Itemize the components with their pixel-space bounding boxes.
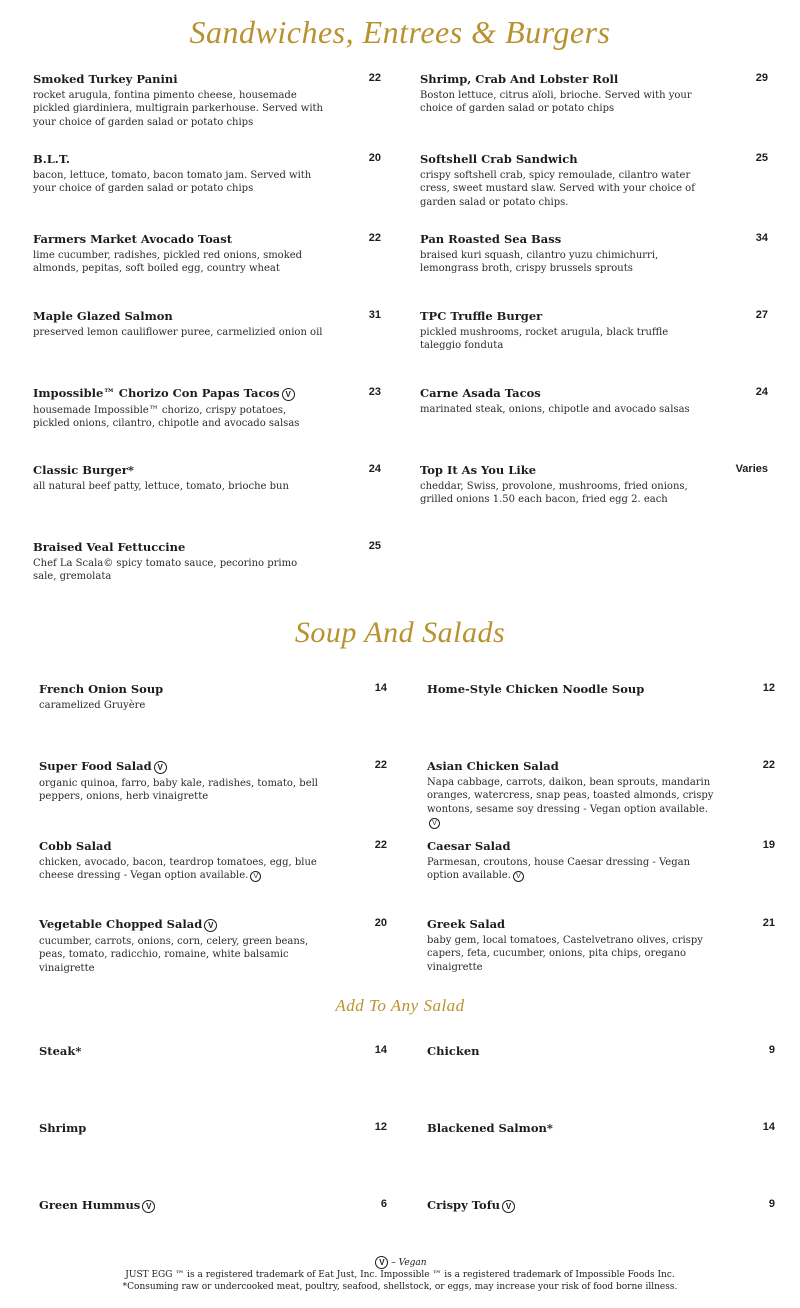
item-price: 9	[768, 1198, 775, 1210]
section-title-sandwiches: Sandwiches, Entrees & Burgers	[189, 14, 611, 50]
item-price: 9	[768, 1044, 775, 1056]
menu-item	[33, 72, 381, 129]
item-description	[39, 856, 329, 883]
menu-item	[427, 839, 775, 883]
item-name: Smoked Turkey Panini	[33, 72, 178, 86]
item-name: Chicken	[427, 1044, 480, 1058]
menu-item	[39, 682, 387, 712]
item-name: Farmers Market Avocado Toast	[33, 232, 233, 246]
item-name-text: Super Food Salad	[39, 759, 152, 773]
item-price: 25	[755, 152, 768, 164]
item-description: housemade Impossible™ chorizo, crispy potatoes, pickled onions, cilantro, chipotle and avocado salsas	[33, 405, 300, 430]
item-price: 14	[374, 1044, 387, 1056]
addon-item	[39, 1198, 387, 1213]
item-price: 20	[374, 917, 387, 929]
item-price: 27	[755, 309, 768, 321]
vegan-legend	[0, 1256, 800, 1269]
item-price: 14	[762, 1121, 775, 1133]
item-name-text: Vegetable Chopped Salad	[39, 917, 203, 931]
item-price: 24	[755, 386, 768, 398]
item-price: Varies	[735, 463, 768, 475]
item-name-text: Crispy Tofu	[427, 1198, 500, 1212]
item-description-text: chicken, avocado, bacon, teardrop tomatoes, egg, blue cheese dressing - Vegan option available.	[39, 857, 317, 882]
vegan-icon: V	[375, 1256, 388, 1269]
item-price: 23	[368, 386, 381, 398]
item-price: 21	[762, 917, 775, 929]
item-description: marinated steak, onions, chipotle and avocado salsas	[420, 404, 690, 415]
item-description: caramelized Gruyère	[39, 700, 146, 711]
item-name: Steak*	[39, 1044, 82, 1058]
item-name: Carne Asada Tacos	[420, 386, 541, 400]
item-name: Blackened Salmon*	[427, 1121, 553, 1135]
vegan-icon: V	[154, 761, 167, 774]
menu-item	[33, 540, 381, 584]
item-name: French Onion Soup	[39, 682, 164, 696]
item-description: cheddar, Swiss, provolone, mushrooms, fried onions, grilled onions 1.50 each bacon, fried egg 2. each	[420, 481, 688, 506]
item-name: Top It As You Like	[420, 463, 537, 477]
section-title-addons: Add To Any Salad	[335, 996, 465, 1015]
item-name	[39, 759, 387, 774]
item-name: B.L.T.	[33, 152, 70, 166]
item-name: Softshell Crab Sandwich	[420, 152, 578, 166]
item-description: bacon, lettuce, tomato, bacon tomato jam. Served with your choice of garden salad or potato chips	[33, 170, 312, 195]
item-price: 14	[374, 682, 387, 694]
vegan-icon: V	[204, 919, 217, 932]
trademark-notice: JUST EGG ™ is a registered trademark of Eat Just, Inc. Impossible ™ is a registered trademark of Impossible Foods Inc.	[125, 1270, 675, 1280]
item-price: 34	[755, 232, 768, 244]
vegan-icon: V	[502, 1200, 515, 1213]
vegan-icon: V	[250, 871, 261, 882]
item-name	[39, 917, 387, 932]
menu-item	[420, 463, 768, 507]
item-price: 22	[368, 232, 381, 244]
item-name	[427, 1198, 775, 1213]
menu-item	[39, 917, 387, 975]
item-description: cucumber, carrots, onions, corn, celery, green beans, peas, tomato, radicchio, romaine, white balsamic vinaigrette	[39, 936, 309, 974]
item-price: 22	[762, 759, 775, 771]
item-description: rocket arugula, fontina pimento cheese, housemade pickled giardiniera, multigrain parkerhouse. Served with your choice of garden salad or potato chips	[33, 90, 323, 128]
item-name	[33, 386, 381, 401]
menu-item	[427, 917, 775, 974]
food-safety-warning: *Consuming raw or undercooked meat, poultry, seafood, shellstock, or eggs, may increase your risk of food borne illness.	[122, 1282, 678, 1292]
item-name: Shrimp, Crab And Lobster Roll	[420, 72, 619, 86]
item-name: Greek Salad	[427, 917, 506, 931]
item-description: braised kuri squash, cilantro yuzu chimichurri, lemongrass broth, crispy brussels sprouts	[420, 250, 659, 275]
item-description-text: Parmesan, croutons, house Caesar dressing - Vegan option available.	[427, 857, 691, 882]
vegan-icon: V	[429, 818, 440, 829]
item-description	[427, 776, 717, 829]
item-name: Asian Chicken Salad	[427, 759, 559, 773]
item-price: 12	[762, 682, 775, 694]
item-name-text: Impossible™ Chorizo Con Papas Tacos	[33, 386, 280, 400]
menu-item	[39, 839, 387, 883]
item-name	[39, 1198, 387, 1213]
item-description: preserved lemon cauliflower puree, carmelizied onion oil	[33, 327, 323, 338]
item-description: lime cucumber, radishes, pickled red onions, smoked almonds, pepitas, soft boiled egg, country wheat	[33, 250, 303, 275]
item-name: Maple Glazed Salmon	[33, 309, 173, 323]
item-name: Pan Roasted Sea Bass	[420, 232, 562, 246]
item-name: Cobb Salad	[39, 839, 112, 853]
menu-item	[39, 759, 387, 804]
item-description: organic quinoa, farro, baby kale, radishes, tomato, bell peppers, onions, herb vinaigrette	[39, 778, 319, 803]
item-price: 6	[380, 1198, 387, 1210]
menu-item	[420, 309, 768, 353]
item-price: 12	[374, 1121, 387, 1133]
item-description-text: Napa cabbage, carrots, daikon, bean sprouts, mandarin oranges, watercress, snap peas, toasted almonds, crispy wontons, sesame soy dressing - Vegan option available.	[427, 777, 714, 815]
item-description: all natural beef patty, lettuce, tomato, brioche bun	[33, 481, 289, 492]
addon-item	[39, 1044, 387, 1058]
item-description: baby gem, local tomatoes, Castelvetrano olives, crispy capers, feta, cucumber, onions, pita chips, oregano vinaigrette	[427, 935, 703, 973]
item-name: Classic Burger*	[33, 463, 134, 477]
addon-item	[427, 1198, 775, 1213]
menu-item	[33, 386, 381, 431]
menu-item	[427, 682, 775, 696]
item-price: 24	[368, 463, 381, 475]
item-name: Home-Style Chicken Noodle Soup	[427, 682, 645, 696]
item-price: 22	[374, 759, 387, 771]
item-price: 19	[762, 839, 775, 851]
item-description: crispy softshell crab, spicy remoulade, cilantro water cress, sweet mustard slaw. Served with your choice of garden salad or potato chips.	[420, 170, 695, 208]
item-description: Boston lettuce, citrus aïoli, brioche. Served with your choice of garden salad or potato chips	[420, 90, 692, 115]
menu-item	[33, 152, 381, 196]
menu-item	[420, 386, 768, 416]
vegan-icon: V	[142, 1200, 155, 1213]
menu-item	[33, 309, 381, 339]
item-description	[427, 856, 717, 883]
vegan-legend-text: – Vegan	[391, 1258, 427, 1268]
item-name: Shrimp	[39, 1121, 87, 1135]
menu-item	[427, 759, 775, 829]
item-price: 29	[755, 72, 768, 84]
menu-item	[33, 232, 381, 276]
item-price: 22	[374, 839, 387, 851]
item-description: Chef La Scala© spicy tomato sauce, pecorino primo sale, gremolata	[33, 558, 298, 583]
vegan-icon: V	[282, 388, 295, 401]
item-name-text: Green Hummus	[39, 1198, 141, 1212]
item-price: 25	[368, 540, 381, 552]
menu-item	[420, 72, 768, 116]
footer	[0, 1256, 800, 1293]
item-description: pickled mushrooms, rocket arugula, black truffle taleggio fonduta	[420, 327, 669, 352]
item-price: 22	[368, 72, 381, 84]
item-price: 31	[368, 309, 381, 321]
item-name: Braised Veal Fettuccine	[33, 540, 186, 554]
vegan-icon: V	[513, 871, 524, 882]
menu-item	[420, 152, 768, 209]
section-title-soups: Soup And Salads	[294, 616, 506, 649]
menu-item	[33, 463, 381, 493]
addon-item	[39, 1121, 387, 1135]
addon-item	[427, 1121, 775, 1135]
item-name: TPC Truffle Burger	[420, 309, 543, 323]
menu-item	[420, 232, 768, 276]
item-name: Caesar Salad	[427, 839, 511, 853]
addon-item	[427, 1044, 775, 1058]
item-price: 20	[368, 152, 381, 164]
